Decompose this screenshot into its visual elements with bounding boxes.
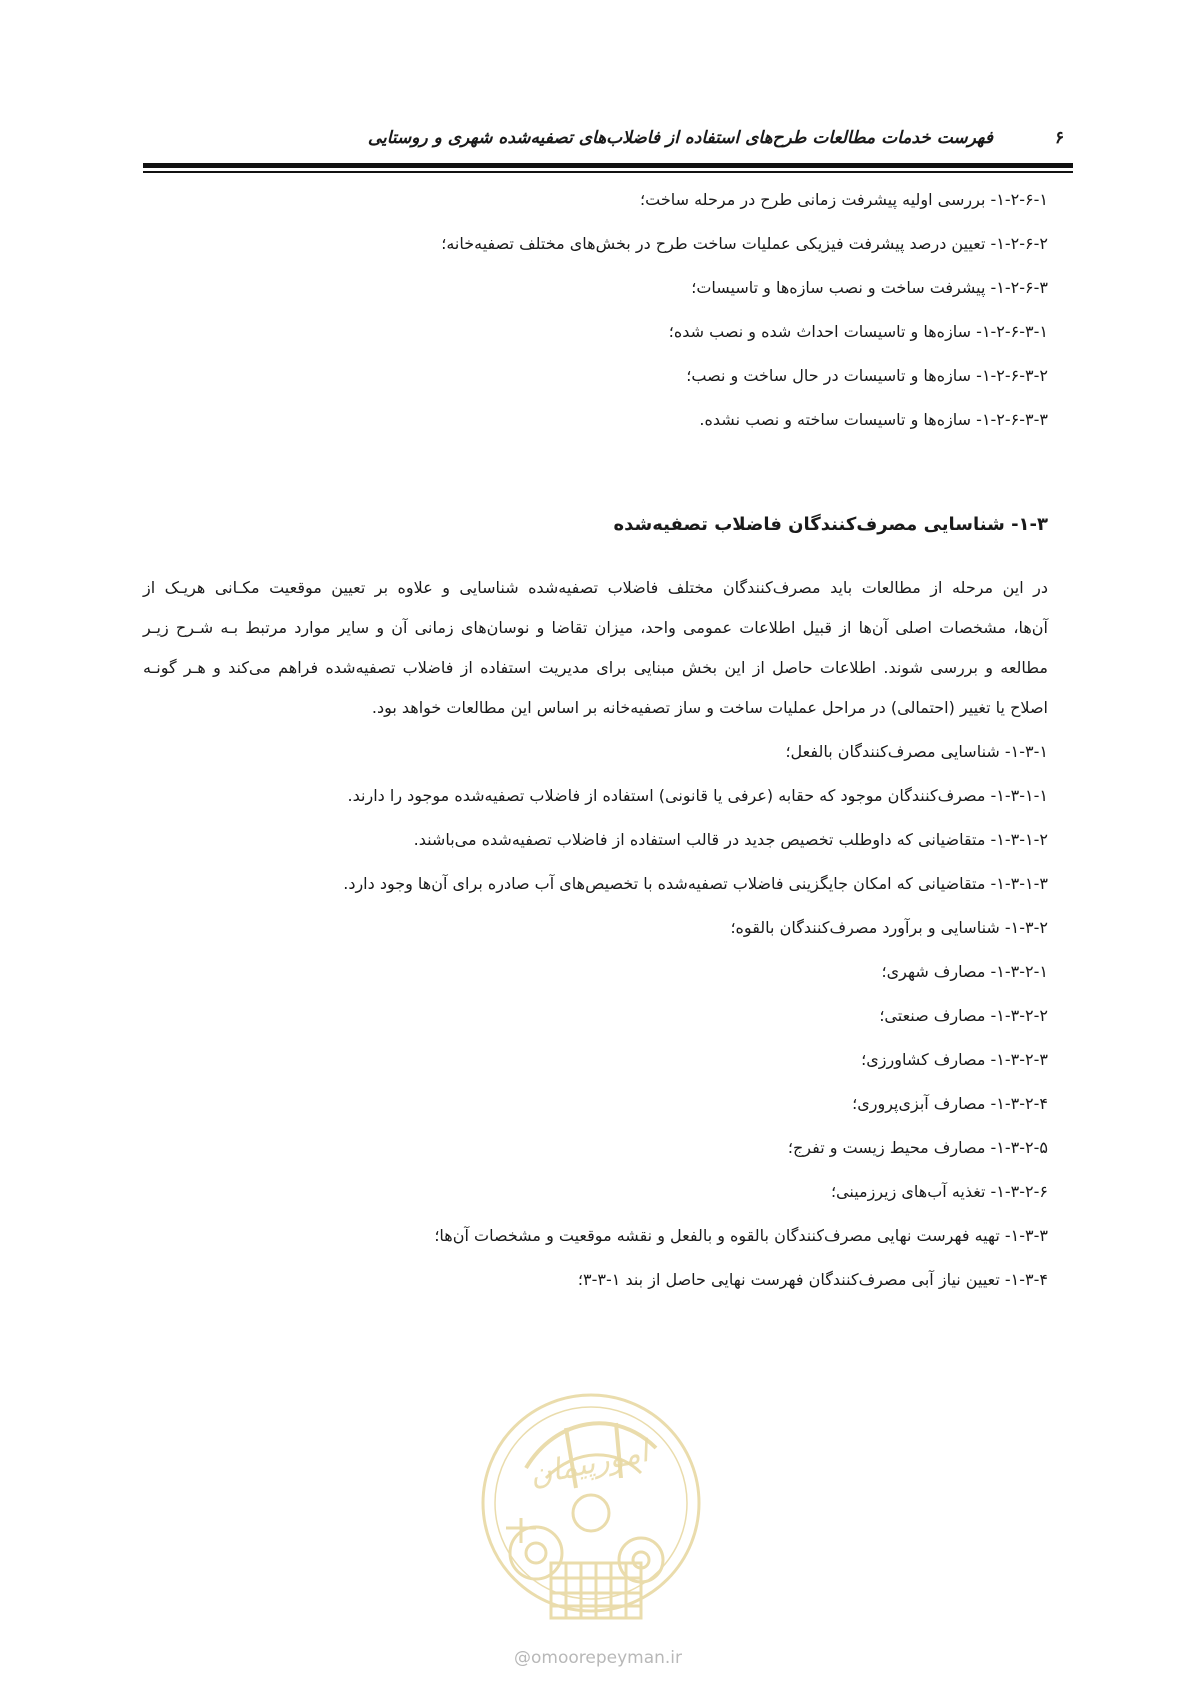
watermark-logo-icon [466, 1378, 716, 1648]
list-item: ۱-۲-۶-۲- تعیین درصد پیشرفت فیزیکی عملیات ساخت طرح در بخش‌های مختلف تصفیه‌خانه؛ [441, 234, 1048, 253]
list-item: ۱-۲-۶-۳-۱- سازه‌ها و تاسیسات احداث شده و نصب شده؛ [668, 322, 1048, 341]
list-item: ۱-۲-۶-۳-۲- سازه‌ها و تاسیسات در حال ساخت و نصب؛ [686, 366, 1048, 385]
list-item: ۱-۳-۱-۲- متقاضیانی که داوطلب تخصیص جدید در قالب استفاده از فاضلاب تصفیه‌شده می‌باشند. [413, 830, 1048, 849]
list-item: ۱-۳-۱- شناسایی مصرف‌کنندگان بالفعل؛ [785, 742, 1048, 761]
list-item: ۱-۳-۱-۳- متقاضیانی که امکان جایگزینی فاضلاب تصفیه‌شده با تخصیص‌های آب صادره برای آن‌ها وجود دارد. [343, 874, 1048, 893]
list-item: ۱-۳-۲-۱- مصارف شهری؛ [881, 962, 1048, 981]
header-rule-thin [143, 171, 1073, 173]
header-rule-thick [143, 163, 1073, 168]
list-item: ۱-۲-۶-۳- پیشرفت ساخت و نصب سازه‌ها و تاسیسات؛ [691, 278, 1048, 297]
list-item: ۱-۳-۲-۶- تغذیه آب‌های زیرزمینی؛ [830, 1182, 1048, 1201]
list-item: ۱-۳-۲-۳- مصارف کشاورزی؛ [861, 1050, 1048, 1069]
section-heading: ۱-۳- شناسایی مصرف‌کنندگان فاضلاب تصفیه‌شده [613, 514, 1048, 535]
list-item: ۱-۳-۲-۲- مصارف صنعتی؛ [879, 1006, 1048, 1025]
page-number: ۶ [1055, 128, 1065, 148]
list-item: ۱-۳-۲- شناسایی و برآورد مصرف‌کنندگان بالقوه؛ [730, 918, 1048, 937]
page-header [143, 128, 1073, 156]
paragraph-line: اصلاح یا تغییر (احتمالی) در مراحل عملیات ساخت و ساز تصفیه‌خانه بر اساس این مطالعات خواهد بود. [371, 698, 1048, 717]
watermark-url-text: omoorepeyman.ir [530, 1648, 683, 1668]
paragraph-line: مطالعه و بررسی شوند. اطلاعات حاصل از این بخش مبنایی برای مدیریت استفاده از فاضلاب تصفیه‌شده فراهم می‌کند و هـر گونـه [143, 658, 1048, 677]
list-item: ۱-۳-۴- تعیین نیاز آبی مصرف‌کنندگان فهرست نهایی حاصل از بند ۱-۳-۳؛ [577, 1270, 1048, 1289]
paragraph-line: در این مرحله از مطالعات باید مصرف‌کنندگان مختلف فاضلاب تصفیه‌شده شناسایی و علاوه بر تعیین موقعیت مکـانی هریـک از [143, 578, 1048, 597]
paragraph-line: آن‌ها، مشخصات اصلی آن‌ها از قبیل اطلاعات عمومی واحد، میزان تقاضا و نوسان‌های زمانی آن و سایر موارد مرتبط بـه شـرح زیـر [143, 618, 1048, 637]
watermark-logo-text: امورپیمان [526, 1434, 652, 1494]
header-title: فهرست خدمات مطالعات طرح‌های استفاده از فاضلاب‌های تصفیه‌شده شهری و روستایی [367, 128, 993, 148]
list-item: ۱-۲-۶-۳-۳- سازه‌ها و تاسیسات ساخته و نصب نشده. [699, 410, 1048, 429]
list-item: ۱-۳-۲-۵- مصارف محیط زیست و تفرج؛ [787, 1138, 1048, 1157]
list-item: ۱-۲-۶-۱- بررسی اولیه پیشرفت زمانی طرح در مرحله ساخت؛ [640, 190, 1048, 209]
at-icon: @ [513, 1648, 531, 1668]
list-item: ۱-۳-۳- تهیه فهرست نهایی مصرف‌کنندگان بالقوه و بالفعل و نقشه موقعیت و مشخصات آن‌ها؛ [434, 1226, 1048, 1245]
watermark-url [478, 1648, 718, 1668]
list-item: ۱-۳-۲-۴- مصارف آبزی‌پروری؛ [852, 1094, 1048, 1113]
list-item: ۱-۳-۱-۱- مصرف‌کنندگان موجود که حقابه (عرفی یا قانونی) استفاده از فاضلاب تصفیه‌شده موجود را دارند. [347, 786, 1048, 805]
